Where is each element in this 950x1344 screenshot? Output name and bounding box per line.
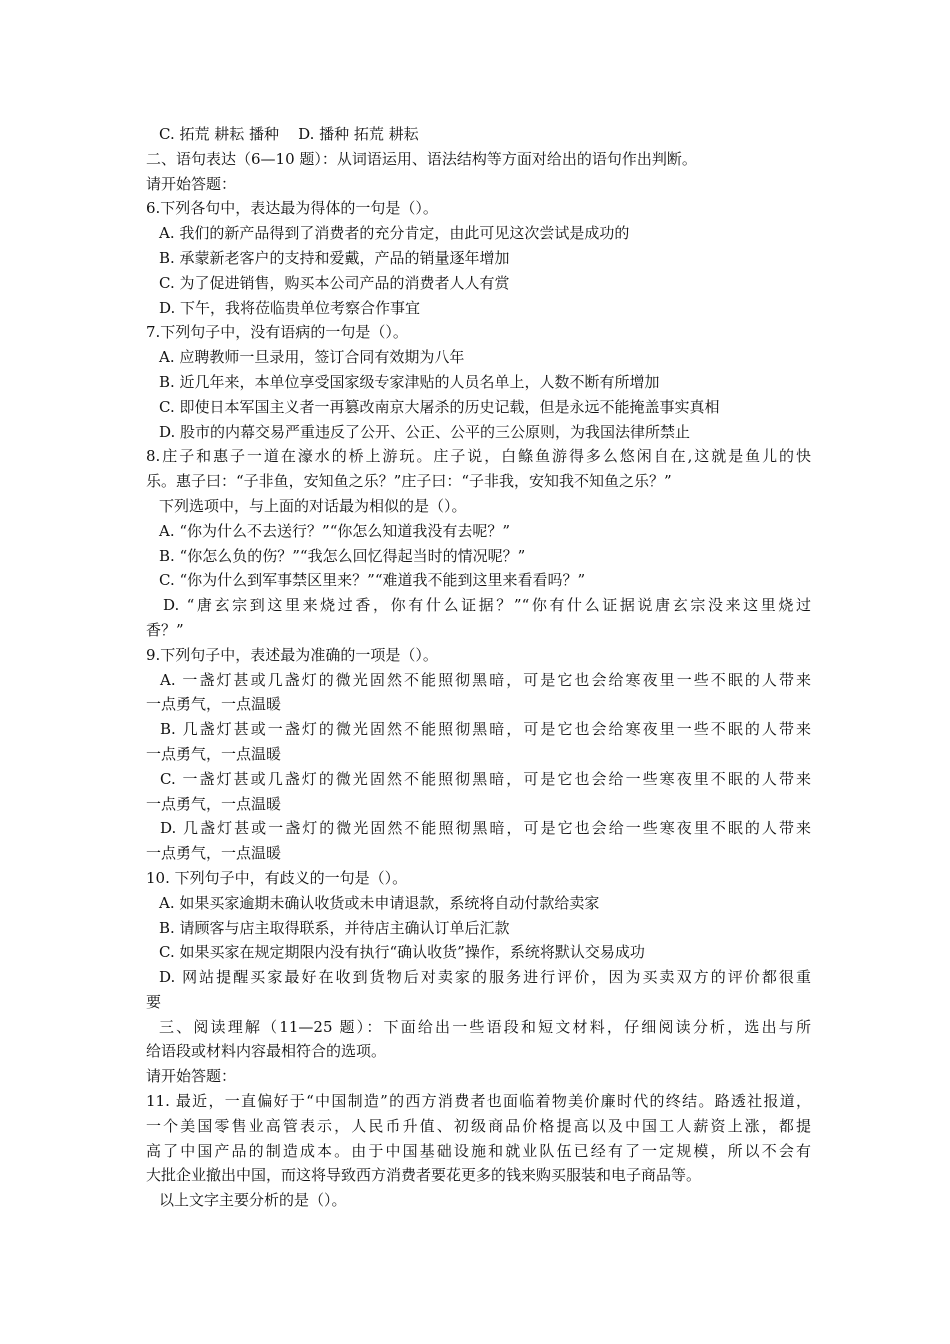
question-7-option-d: D. 股市的内幕交易严重违反了公开、公正、公平的三公原则，为我国法律所禁止: [159, 422, 691, 441]
question-9-option-c: C. 一盏灯甚或几盏灯的微光固然不能照彻黑暗，可是它也会给一些寒夜里不眠的人带来: [160, 769, 811, 788]
question-10-option-d-cont: 要: [146, 992, 162, 1011]
question-10-option-d: D. 网站提醒买家最好在收到货物后对卖家的服务进行评价，因为买卖双方的评价都很重: [159, 968, 811, 987]
question-7-option-c: C. 即使日本军国主义者一再篡改南京大屠杀的历史记载，但是永远不能掩盖事实真相: [159, 397, 720, 416]
question-6-option-d: D. 下午，我将莅临贵单位考察合作事宜: [159, 298, 421, 317]
question-7-option-a: A. 应聘教师一旦录用，签订合同有效期为八年: [159, 348, 465, 367]
question-8-passage-line-2: 乐。惠子曰：“子非鱼，安知鱼之乐？”庄子曰：“子非我，安知我不知鱼之乐？”: [146, 472, 672, 491]
question-6-option-a: A. 我们的新产品得到了消费者的充分肯定，由此可见这次尝试是成功的: [159, 224, 630, 243]
question-9-stem: 9.下列句子中，表述最为准确的一项是（）。: [146, 645, 438, 664]
question-11-stem: 以上文字主要分析的是（）。: [159, 1191, 347, 1210]
question-6-stem: 6.下列各句中，表达最为得体的一句是（）。: [146, 199, 438, 218]
section-3-heading-cont: 给语段或材料内容最相符合的选项。: [146, 1042, 387, 1061]
question-9-option-d-cont: 一点勇气，一点温暖: [146, 844, 282, 863]
question-9-option-c-cont: 一点勇气，一点温暖: [146, 794, 282, 813]
question-7-stem: 7.下列句子中，没有语病的一句是（）。: [146, 323, 408, 342]
question-9-option-b: B. 几盏灯甚或一盏灯的微光固然不能照彻黑暗，可是它也会给寒夜里一些不眠的人带来: [160, 720, 811, 739]
question-9-option-d: D. 几盏灯甚或一盏灯的微光固然不能照彻黑暗，可是它也会给一些寒夜里不眠的人带来: [160, 819, 811, 838]
question-6-option-c: C. 为了促进销售，购买本公司产品的消费者人人有赏: [159, 273, 510, 292]
question-11-passage-line-2: 一个美国零售业高管表示，人民币升值、初级商品价格提高以及中国工人薪资上涨，都提: [146, 1116, 811, 1135]
q5-options-line: C. 拓荒 耕耘 播种 D. 播种 拓荒 耕耘: [159, 125, 419, 143]
question-7-option-b: B. 近几年来，本单位享受国家级专家津贴的人员名单上，人数不断有所增加: [159, 372, 660, 391]
question-10-stem: 10. 下列句子中，有歧义的一句是（）。: [146, 868, 408, 887]
section-3-heading: 三、阅读理解（11—25 题）：下面给出一些语段和短文材料，仔细阅读分析，选出与所: [159, 1017, 811, 1036]
document-page: [146, 122, 811, 1213]
question-10-option-a: A. 如果买家逾期未确认收货或未申请退款，系统将自动付款给卖家: [159, 893, 600, 912]
start-answering-label-2: 请开始答题：: [146, 1067, 237, 1086]
question-10-option-b: B. 请顾客与店主取得联系，并待店主确认订单后汇款: [159, 918, 510, 937]
question-11-passage-line-4: 大批企业撤出中国，而这将导致西方消费者要花更多的钱来购买服装和电子商品等。: [146, 1166, 702, 1185]
question-11-passage-line-3: 高了中国产品的制造成本。由于中国基础设施和就业队伍已经有了一定规模，所以不会有: [146, 1141, 811, 1160]
question-8-option-d: D. “唐玄宗到这里来烧过香，你有什么证据？”“你有什么证据说唐玄宗没来这里烧过: [163, 596, 811, 615]
question-8-option-d-cont: 香？”: [146, 620, 184, 639]
question-8-passage-line-1: 8.庄子和惠子一道在濠水的桥上游玩。庄子说，白鲦鱼游得多么悠闲自在,这就是鱼儿的快: [146, 447, 811, 466]
question-6-option-b: B. 承蒙新老客户的支持和爱戴，产品的销量逐年增加: [159, 248, 510, 267]
question-10-option-c: C. 如果买家在规定期限内没有执行“确认收货”操作，系统将默认交易成功: [159, 943, 645, 962]
question-9-option-a: A. 一盏灯甚或几盏灯的微光固然不能照彻黑暗，可是它也会给寒夜里一些不眠的人带来: [160, 670, 811, 689]
start-answering-label: 请开始答题：: [146, 174, 237, 193]
section-2-heading: 二、语句表达（6—10 题）：从词语运用、语法结构等方面对给出的语句作出判断。: [146, 149, 697, 168]
question-8-stem: 下列选项中，与上面的对话最为相似的是（）。: [159, 496, 467, 515]
question-11-passage-line-1: 11. 最近，一直偏好于“中国制造”的西方消费者也面临着物美价廉时代的终结。路透社报道，: [146, 1092, 811, 1111]
question-8-option-b: B. “你怎么负的伤？”“我怎么回忆得起当时的情况呢？”: [159, 546, 526, 565]
question-9-option-b-cont: 一点勇气，一点温暖: [146, 744, 282, 763]
question-8-option-a: A. “你为什么不去送行？”“你怎么知道我没有去呢？”: [159, 521, 511, 540]
question-9-option-a-cont: 一点勇气，一点温暖: [146, 695, 282, 714]
question-8-option-c: C. “你为什么到军事禁区里来？”“难道我不能到这里来看看吗？”: [159, 571, 586, 590]
